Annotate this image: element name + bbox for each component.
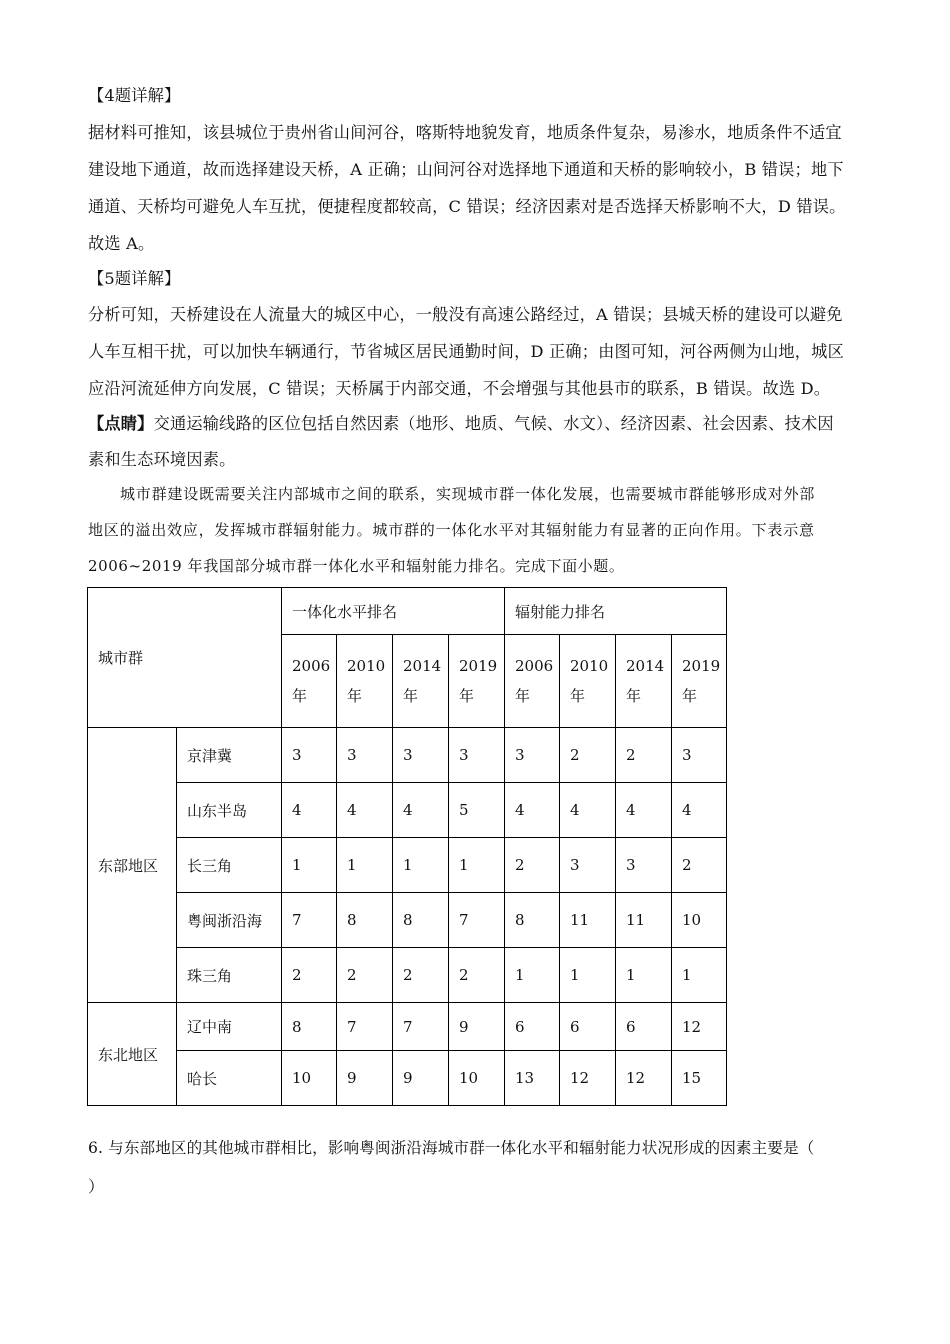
- value-cell: 2: [393, 948, 449, 1003]
- table-row: [88, 838, 727, 893]
- value-cell: 11: [560, 893, 616, 948]
- value-cell: 4: [393, 783, 449, 838]
- section4-heading: 【4题详解】: [88, 86, 181, 105]
- value-cell: 3: [393, 728, 449, 783]
- value-cell: 12: [616, 1051, 672, 1106]
- value-cell: 10: [282, 1051, 337, 1106]
- year-header: 2010 年: [560, 635, 616, 728]
- value-cell: 9: [393, 1051, 449, 1106]
- section4-line-1: 据材料可推知，该县城位于贵州省山间河谷，喀斯特地貌发育，地质条件复杂，易渗水，地质条件不适宜: [88, 123, 842, 142]
- value-cell: 8: [505, 893, 560, 948]
- value-cell: 12: [672, 1003, 727, 1051]
- section5-line-1: 分析可知，天桥建设在人流量大的城区中心，一般没有高速公路经过，A 错误；县城天桥的建设可以避免: [88, 305, 843, 324]
- value-cell: 7: [282, 893, 337, 948]
- year-header: 2014 年: [616, 635, 672, 728]
- tip-line-2: 素和生态环境因素。: [88, 450, 236, 469]
- question6-line-1: 6. 与东部地区的其他城市群相比，影响粤闽浙沿海城市群一体化水平和辐射能力状况形成的因素主要是（: [88, 1139, 815, 1157]
- value-cell: 7: [393, 1003, 449, 1051]
- city-cell: 哈长: [177, 1051, 282, 1106]
- value-cell: 11: [616, 893, 672, 948]
- value-cell: 7: [337, 1003, 393, 1051]
- table-header-row-1: [88, 588, 727, 635]
- city-cell: 辽中南: [177, 1003, 282, 1051]
- value-cell: 1: [393, 838, 449, 893]
- section5-line-2: 人车互相干扰，可以加快车辆通行，节省城区居民通勤时间，D 正确；由图可知，河谷两侧为山地，城区: [88, 342, 844, 361]
- value-cell: 4: [337, 783, 393, 838]
- value-cell: 3: [282, 728, 337, 783]
- value-cell: 8: [393, 893, 449, 948]
- value-cell: 1: [560, 948, 616, 1003]
- value-cell: 12: [560, 1051, 616, 1106]
- year-header: 2006 年: [505, 635, 560, 728]
- value-cell: 15: [672, 1051, 727, 1106]
- year-header: 2019 年: [449, 635, 505, 728]
- value-cell: 3: [337, 728, 393, 783]
- value-cell: 1: [505, 948, 560, 1003]
- value-cell: 2: [672, 838, 727, 893]
- section5-heading: 【5题详解】: [88, 269, 181, 288]
- value-cell: 6: [616, 1003, 672, 1051]
- intro-line-3: 2006~2019 年我国部分城市群一体化水平和辐射能力排名。完成下面小题。: [88, 557, 625, 575]
- table-row: [88, 783, 727, 838]
- value-cell: 7: [449, 893, 505, 948]
- value-cell: 2: [560, 728, 616, 783]
- table-row: [88, 948, 727, 1003]
- value-cell: 4: [672, 783, 727, 838]
- year-header: 2006 年: [282, 635, 337, 728]
- value-cell: 8: [282, 1003, 337, 1051]
- intro-line-1: 城市群建设既需要关注内部城市之间的联系，实现城市群一体化发展，也需要城市群能够形成对外部: [120, 485, 816, 503]
- tip-line-1: [88, 410, 834, 434]
- section5-line-3: 应沿河流延伸方向发展，C 错误；天桥属于内部交通，不会增强与其他县市的联系，B 错误。故选 D。: [88, 379, 831, 398]
- value-cell: 1: [616, 948, 672, 1003]
- value-cell: 6: [560, 1003, 616, 1051]
- value-cell: 3: [505, 728, 560, 783]
- value-cell: 3: [560, 838, 616, 893]
- value-cell: 9: [337, 1051, 393, 1106]
- value-cell: 1: [282, 838, 337, 893]
- year-header: 2019 年: [672, 635, 727, 728]
- value-cell: 2: [616, 728, 672, 783]
- integration-group-header: 一体化水平排名: [282, 588, 505, 635]
- section4-line-4: 故选 A。: [88, 234, 155, 253]
- city-cell: 珠三角: [177, 948, 282, 1003]
- value-cell: 2: [505, 838, 560, 893]
- tip-label: 【点睛】: [88, 414, 154, 433]
- radiation-group-header: 辐射能力排名: [505, 588, 727, 635]
- value-cell: 5: [449, 783, 505, 838]
- value-cell: 1: [672, 948, 727, 1003]
- city-cell: 粤闽浙沿海: [177, 893, 282, 948]
- value-cell: 10: [449, 1051, 505, 1106]
- ranking-table: [87, 587, 727, 1106]
- table-row: [88, 1003, 727, 1051]
- intro-line-2: 地区的溢出效应，发挥城市群辐射能力。城市群的一体化水平对其辐射能力有显著的正向作用。下表示意: [88, 521, 815, 539]
- value-cell: 3: [449, 728, 505, 783]
- section4-line-2: 建设地下通道，故而选择建设天桥，A 正确；山间河谷对选择地下通道和天桥的影响较小，B 错误；地下: [88, 160, 844, 179]
- value-cell: 4: [505, 783, 560, 838]
- question6-line-2: ）: [88, 1177, 105, 1196]
- value-cell: 2: [282, 948, 337, 1003]
- year-header: 2010 年: [337, 635, 393, 728]
- city-cell: 京津冀: [177, 728, 282, 783]
- value-cell: 4: [616, 783, 672, 838]
- table-row: [88, 893, 727, 948]
- region-cell: 东部地区: [88, 728, 177, 1003]
- value-cell: 1: [449, 838, 505, 893]
- value-cell: 13: [505, 1051, 560, 1106]
- value-cell: 3: [616, 838, 672, 893]
- value-cell: 6: [505, 1003, 560, 1051]
- value-cell: 3: [672, 728, 727, 783]
- value-cell: 10: [672, 893, 727, 948]
- value-cell: 4: [560, 783, 616, 838]
- value-cell: 1: [337, 838, 393, 893]
- value-cell: 4: [282, 783, 337, 838]
- year-header: 2014 年: [393, 635, 449, 728]
- value-cell: 8: [337, 893, 393, 948]
- value-cell: 2: [449, 948, 505, 1003]
- value-cell: 9: [449, 1003, 505, 1051]
- region-cell: 东北地区: [88, 1003, 177, 1106]
- city-cell: 山东半岛: [177, 783, 282, 838]
- table-row: [88, 1051, 727, 1106]
- section4-line-3: 通道、天桥均可避免人车互扰，便捷程度都较高，C 错误；经济因素对是否选择天桥影响不大，D 错误。: [88, 197, 846, 216]
- value-cell: 2: [337, 948, 393, 1003]
- tip-text-1: 交通运输线路的区位包括自然因素（地形、地质、气候、水文）、经济因素、社会因素、技术因: [153, 414, 834, 433]
- city-cell: 长三角: [177, 838, 282, 893]
- corner-cell: 城市群: [88, 588, 282, 728]
- table-row: [88, 728, 727, 783]
